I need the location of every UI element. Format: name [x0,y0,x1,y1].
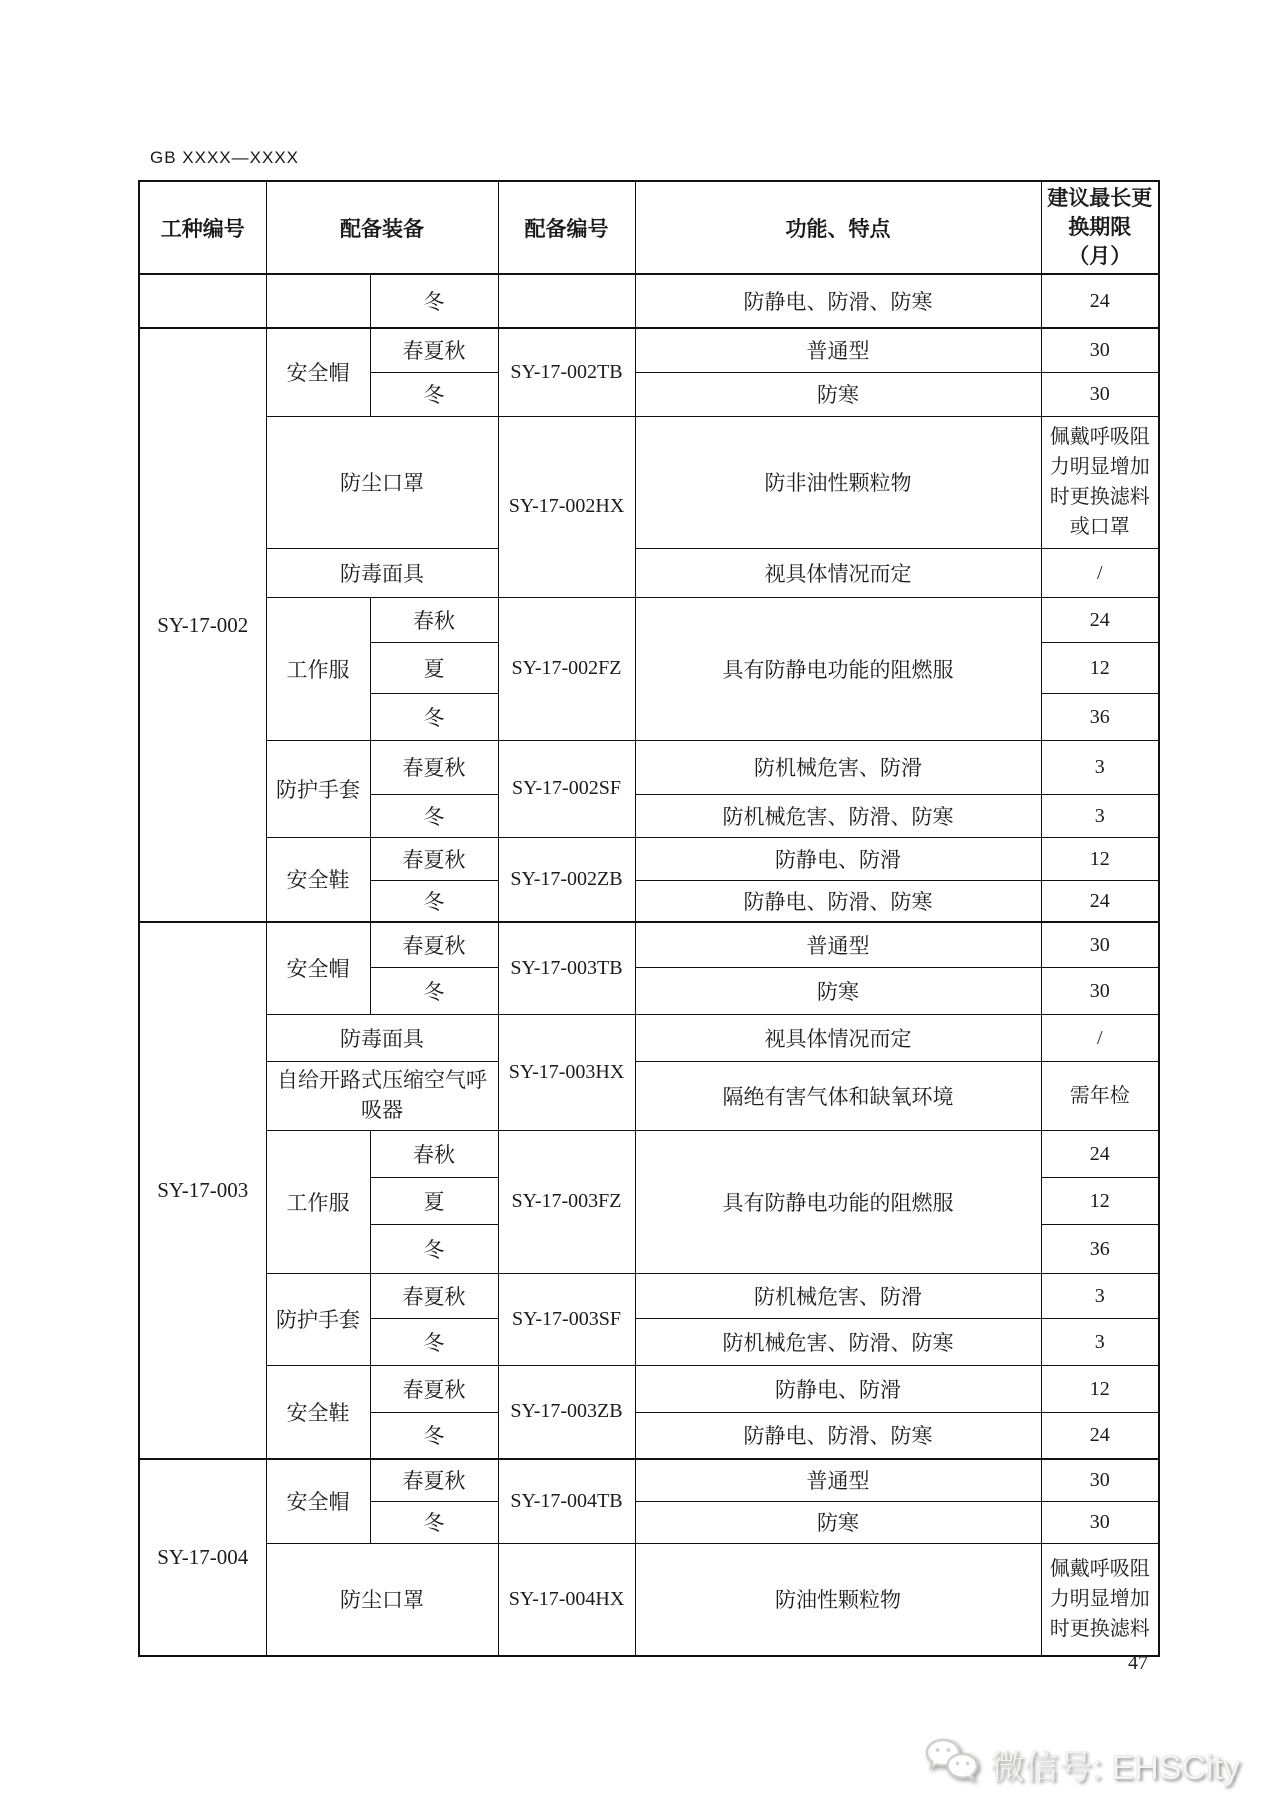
period-cell: 30 [1041,328,1159,372]
period-cell: 3 [1041,740,1159,794]
season-cell: 冬 [370,693,498,740]
equipment-cell: 防护手套 [266,1273,370,1365]
code-cell: SY-17-002SF [498,740,635,837]
table-row [139,1061,1159,1130]
function-cell: 防寒 [635,967,1041,1014]
season-cell: 冬 [370,880,498,922]
season-cell: 夏 [370,642,498,693]
code-cell: SY-17-003SF [498,1273,635,1365]
code-cell: SY-17-002ZB [498,837,635,922]
function-cell: 视具体情况而定 [635,548,1041,597]
page-number: 47 [1128,1652,1148,1674]
code-cell: SY-17-002HX [498,416,635,597]
period-cell: 24 [1041,1412,1159,1459]
code-cell-empty [498,274,635,328]
column-header-period-line1: 建议最长更 [1047,186,1153,210]
equipment-cell: 防毒面具 [266,1014,498,1061]
column-header-equip-code: 配备编号 [498,181,635,274]
equipment-cell: 防毒面具 [266,548,498,597]
ppe-table [138,180,1160,1657]
season-cell: 冬 [370,967,498,1014]
season-cell: 春夏秋 [370,1459,498,1501]
doc-code: GB XXXX—XXXX [150,148,299,167]
period-cell: 12 [1041,1365,1159,1412]
table-row [139,328,1159,372]
function-cell: 防机械危害、防滑、防寒 [635,1318,1041,1365]
period-cell: 佩戴呼吸阻力明显增加时更换滤料或口罩 [1041,416,1159,548]
code-cell: SY-17-003TB [498,922,635,1014]
season-cell: 冬 [370,1412,498,1459]
jobcode-cell: SY-17-004 [139,1459,266,1656]
function-cell: 具有防静电功能的阻燃服 [635,597,1041,740]
equipment-cell: 安全帽 [266,1459,370,1543]
code-cell: SY-17-002TB [498,328,635,416]
code-cell: SY-17-004TB [498,1459,635,1543]
table-row [139,274,1159,328]
period-cell: 30 [1041,1459,1159,1501]
season-cell: 春夏秋 [370,922,498,967]
code-cell: SY-17-003HX [498,1014,635,1130]
period-cell: 12 [1041,642,1159,693]
season-cell: 春夏秋 [370,1273,498,1318]
function-cell: 防静电、防滑 [635,837,1041,880]
column-header-period-line2: 换期限（月） [1068,215,1132,268]
function-cell: 隔绝有害气体和缺氧环境 [635,1061,1041,1130]
equipment-cell: 安全鞋 [266,1365,370,1459]
period-cell: 24 [1041,880,1159,922]
equipment-cell: 安全鞋 [266,837,370,922]
season-cell: 春夏秋 [370,740,498,794]
equipment-cell-empty [266,274,370,328]
table-row [139,837,1159,880]
function-cell: 普通型 [635,922,1041,967]
period-cell: 3 [1041,1273,1159,1318]
equipment-cell: 防护手套 [266,740,370,837]
equipment-cell: 工作服 [266,1130,370,1273]
table-row [139,1273,1159,1318]
function-cell: 防静电、防滑、防寒 [635,1412,1041,1459]
season-cell: 冬 [370,372,498,416]
table-row [139,597,1159,642]
jobcode-cell: SY-17-003 [139,922,266,1459]
season-cell: 春秋 [370,1130,498,1177]
equipment-cell: 防尘口罩 [266,1543,498,1656]
season-cell: 春夏秋 [370,328,498,372]
equipment-cell: 安全帽 [266,922,370,1014]
function-cell: 防寒 [635,1501,1041,1543]
function-cell: 视具体情况而定 [635,1014,1041,1061]
function-cell: 防静电、防滑、防寒 [635,880,1041,922]
period-cell: 24 [1041,597,1159,642]
wechat-icon [923,1736,981,1793]
function-cell: 普通型 [635,328,1041,372]
period-cell: 36 [1041,693,1159,740]
header-row [139,181,1159,274]
period-cell: 12 [1041,837,1159,880]
jobcode-cell-empty [139,274,266,328]
function-cell: 防机械危害、防滑 [635,1273,1041,1318]
function-cell: 防寒 [635,372,1041,416]
table-row [139,548,1159,597]
code-cell: SY-17-002FZ [498,597,635,740]
season-cell: 夏 [370,1177,498,1224]
column-header-period [1041,181,1159,274]
season-cell: 冬 [370,274,498,328]
function-cell: 防机械危害、防滑 [635,740,1041,794]
period-cell: / [1041,548,1159,597]
period-cell: 30 [1041,922,1159,967]
equipment-cell: 安全帽 [266,328,370,416]
table-row [139,1459,1159,1501]
watermark-label: 微信号: EHSCity [990,1749,1240,1787]
season-cell: 冬 [370,1224,498,1273]
table-row [139,740,1159,794]
code-cell: SY-17-004HX [498,1543,635,1656]
function-cell: 防油性颗粒物 [635,1543,1041,1656]
table-row [139,1014,1159,1061]
jobcode-cell: SY-17-002 [139,328,266,922]
column-header-function: 功能、特点 [635,181,1041,274]
season-cell: 冬 [370,794,498,837]
code-cell: SY-17-003ZB [498,1365,635,1459]
period-cell: 需年检 [1041,1061,1159,1130]
period-cell: 30 [1041,372,1159,416]
wechat-watermark [923,1736,1240,1793]
period-cell: 3 [1041,794,1159,837]
function-cell: 防机械危害、防滑、防寒 [635,794,1041,837]
period-cell: 30 [1041,1501,1159,1543]
season-cell: 春秋 [370,597,498,642]
function-cell: 防静电、防滑 [635,1365,1041,1412]
season-cell: 冬 [370,1501,498,1543]
table-row [139,1365,1159,1412]
period-cell: / [1041,1014,1159,1061]
column-header-equipment: 配备装备 [266,181,498,274]
season-cell: 春夏秋 [370,837,498,880]
function-cell: 防非油性颗粒物 [635,416,1041,548]
period-cell: 24 [1041,1130,1159,1177]
table-row [139,416,1159,548]
season-cell: 冬 [370,1318,498,1365]
equipment-cell: 自给开路式压缩空气呼吸器 [266,1061,498,1130]
function-cell: 普通型 [635,1459,1041,1501]
period-cell: 12 [1041,1177,1159,1224]
table-row [139,1130,1159,1177]
season-cell: 春夏秋 [370,1365,498,1412]
column-header-job-code: 工种编号 [139,181,266,274]
period-cell: 佩戴呼吸阻力明显增加时更换滤料 [1041,1543,1159,1656]
period-cell: 30 [1041,967,1159,1014]
period-cell: 3 [1041,1318,1159,1365]
table-row [139,922,1159,967]
period-cell: 24 [1041,274,1159,328]
table-row [139,1543,1159,1656]
code-cell: SY-17-003FZ [498,1130,635,1273]
function-cell: 防静电、防滑、防寒 [635,274,1041,328]
equipment-cell: 防尘口罩 [266,416,498,548]
equipment-cell: 工作服 [266,597,370,740]
function-cell: 具有防静电功能的阻燃服 [635,1130,1041,1273]
period-cell: 36 [1041,1224,1159,1273]
